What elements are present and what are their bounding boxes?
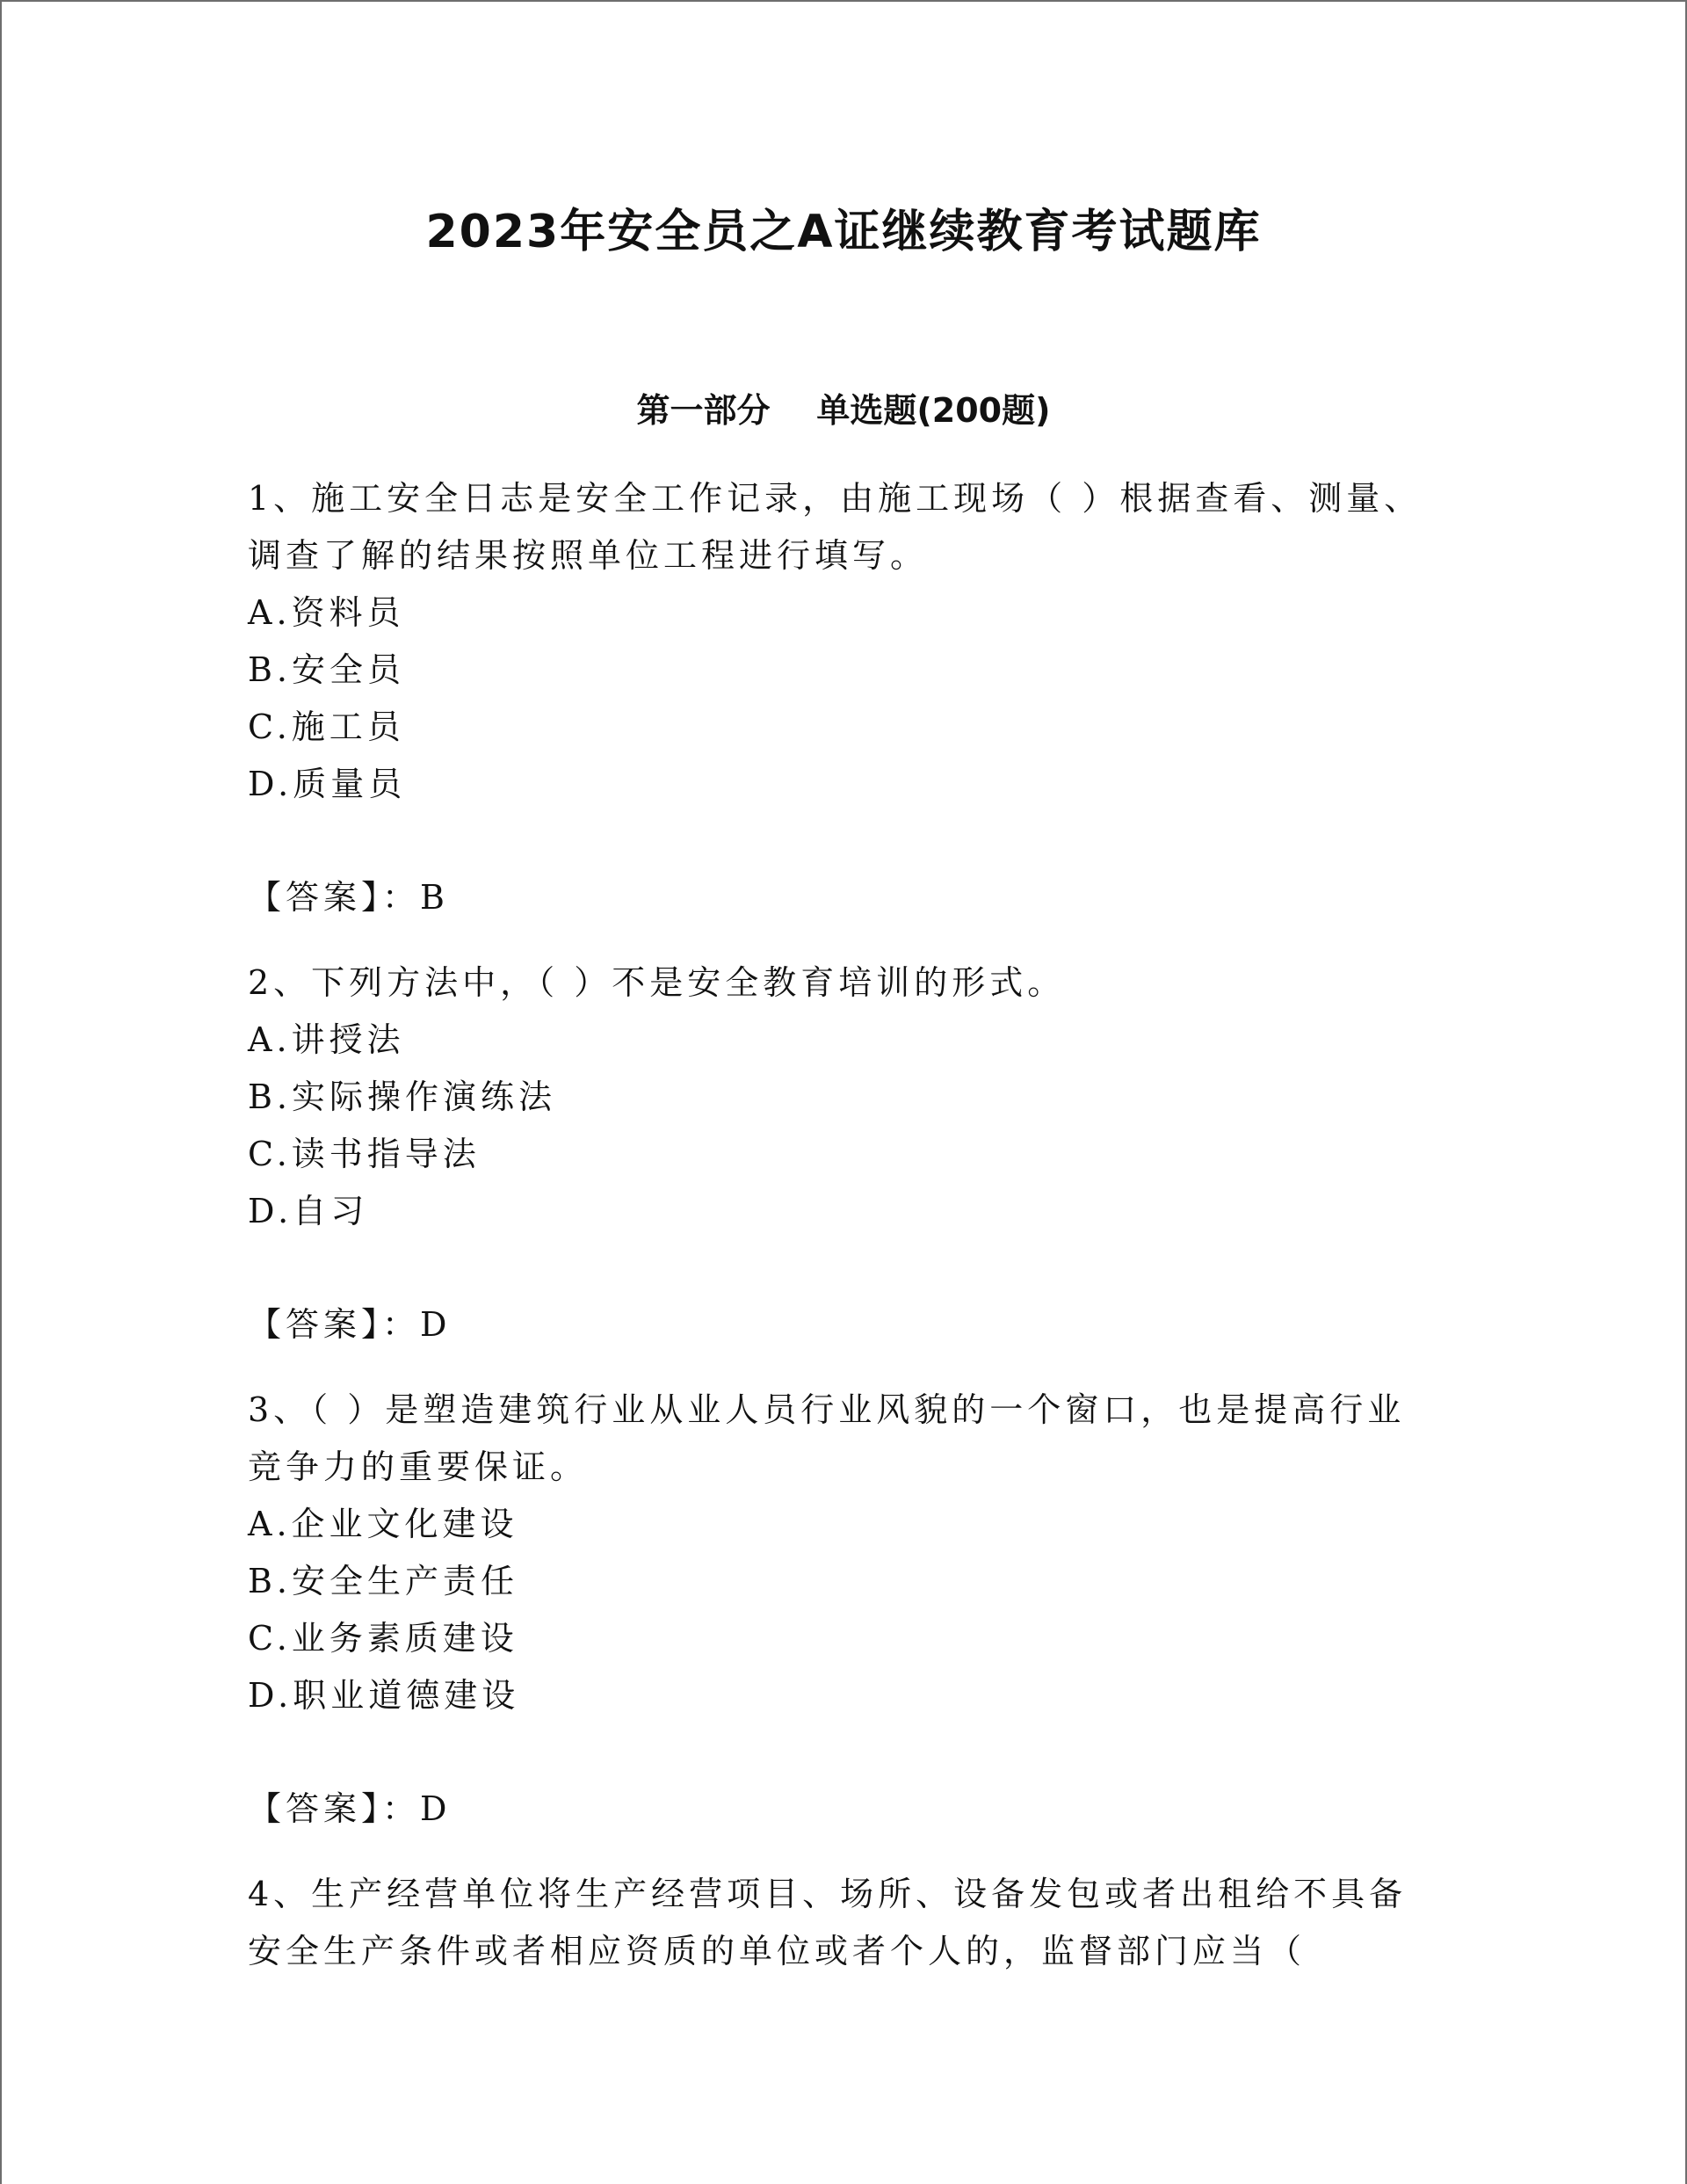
answer-label: 【答案】： (248, 878, 421, 917)
answer-value: D (420, 1789, 452, 1828)
question-stem: 2、下列方法中，（ ）不是安全教育培训的形式。 (248, 963, 1066, 1002)
question-4 (248, 1866, 1443, 1980)
option-a: A.讲授法 (248, 1020, 405, 1059)
option-c: C.读书指导法 (248, 1135, 481, 1173)
option-c: C.业务素质建设 (248, 1619, 518, 1658)
page-border-left (0, 0, 2, 2184)
page-border-top (0, 0, 1687, 2)
option-a: A.企业文化建设 (248, 1505, 518, 1543)
option-c: C.施工员 (248, 707, 405, 746)
option-d: D.自习 (248, 1192, 369, 1230)
answer-line (248, 1296, 1443, 1353)
answer-label: 【答案】： (248, 1789, 421, 1828)
question-stem: 1、施工安全日志是安全工作记录，由施工现场（ ）根据查看、测量、调查了解的结果按照单位工程进行填写。 (248, 479, 1423, 575)
answer-line (248, 1781, 1443, 1838)
option-a: A.资料员 (248, 593, 405, 632)
question-stem: 3、（ ）是塑造建筑行业从业人员行业风貌的一个窗口，也是提高行业竞争力的重要保证。 (248, 1390, 1406, 1486)
question-list (248, 470, 1443, 1980)
question-2 (248, 954, 1443, 1353)
answer-value: B (420, 878, 449, 917)
option-b: B.安全生产责任 (248, 1562, 519, 1600)
option-d: D.职业道德建设 (248, 1676, 520, 1715)
answer-value: D (420, 1305, 452, 1344)
question-3 (248, 1382, 1443, 1838)
section-title: 第一部分 单选题(200题) (636, 391, 1051, 430)
option-d: D.质量员 (248, 765, 407, 803)
document-title: 2023年安全员之A证继续教育考试题库 (425, 206, 1262, 258)
option-b: B.实际操作演练法 (248, 1077, 557, 1116)
question-1 (248, 470, 1443, 926)
question-stem: 4、生产经营单位将生产经营项目、场所、设备发包或者出租给不具备安全生产条件或者相应资质的单位或者个人的，监督部门应当（ (248, 1875, 1408, 1970)
option-b: B.安全员 (248, 650, 406, 689)
answer-line (248, 869, 1443, 926)
answer-label: 【答案】： (248, 1305, 421, 1344)
